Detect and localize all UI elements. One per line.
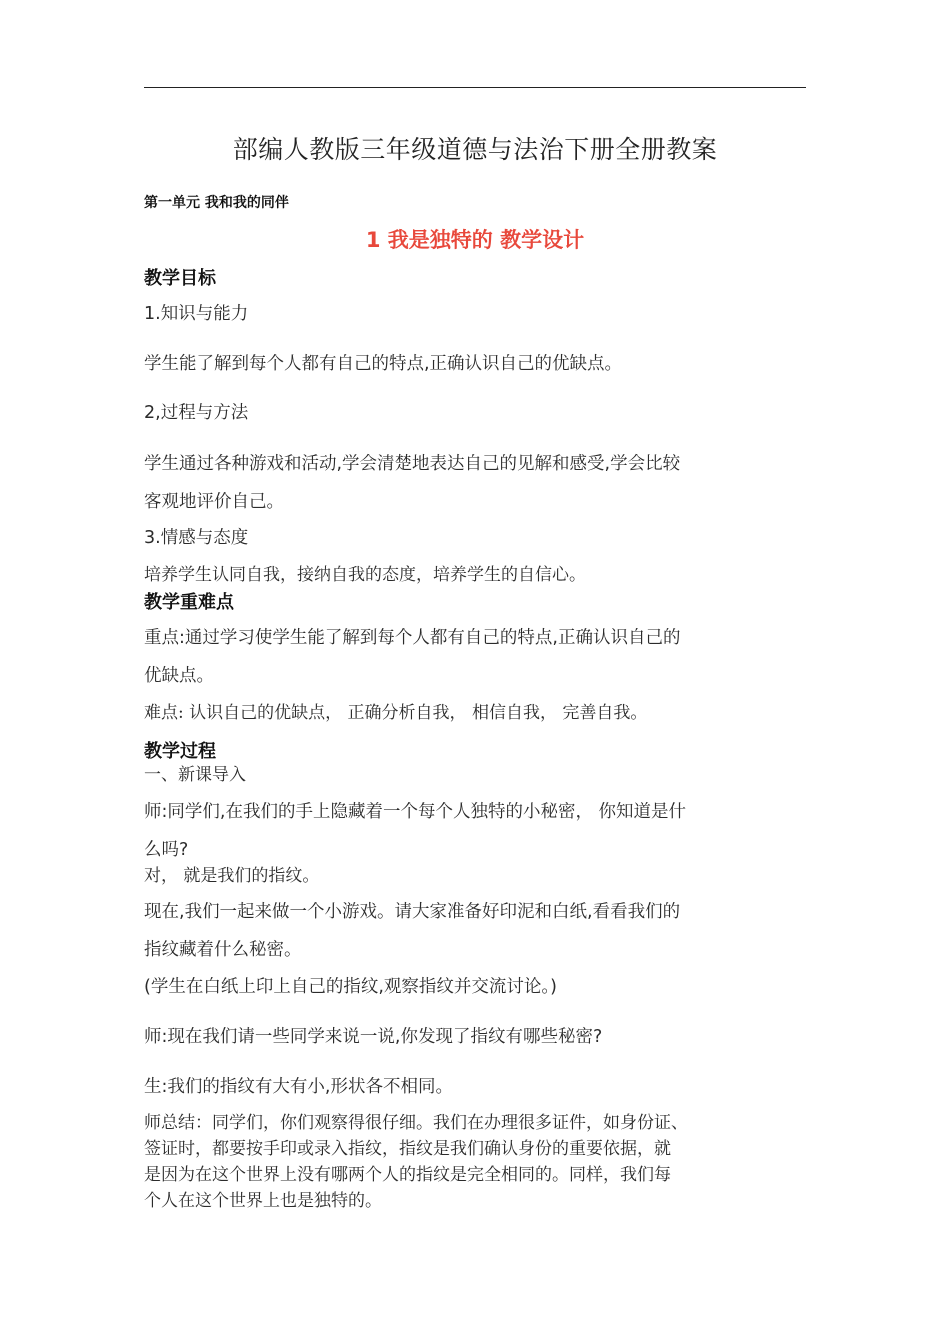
obj1-heading: 1.知识与能力	[144, 304, 249, 324]
section-heading: 一、新课导入	[144, 765, 246, 785]
activity-line1: 现在,我们一起来做一个小游戏。请大家准备好印泥和白纸,看看我们的	[144, 902, 681, 922]
obj2-text-line2: 客观地评价自己。	[144, 492, 284, 512]
summary-line2: 签证时，都要按手印或录入指纹，指纹是我们确认身份的重要依据，就	[144, 1139, 671, 1159]
summary-line4: 个人在这个世界上也是独特的。	[144, 1191, 382, 1211]
objectives-heading: 教学目标	[144, 268, 216, 289]
obj3-heading: 3.情感与态度	[144, 528, 249, 548]
difficulty-text: 难点: 认识自己的优缺点， 正确分析自我， 相信自我， 完善自我。	[144, 703, 648, 723]
keypoint-line1: 重点:通过学习使学生能了解到每个人都有自己的特点,正确认识自己的	[144, 628, 681, 648]
teacher-line1-cont: 么吗?	[144, 840, 189, 860]
obj3-text: 培养学生认同自我，接纳自我的态度，培养学生的自信心。	[144, 565, 586, 585]
student-answer: 生:我们的指纹有大有小,形状各不相同。	[144, 1077, 453, 1097]
process-heading: 教学过程	[144, 741, 216, 762]
teacher-question: 师:现在我们请一些同学来说一说,你发现了指纹有哪些秘密?	[144, 1027, 603, 1047]
keypoints-heading: 教学重难点	[144, 592, 234, 613]
student-activity: (学生在白纸上印上自己的指纹,观察指纹并交流讨论。)	[144, 977, 557, 997]
answer-line: 对， 就是我们的指纹。	[144, 866, 320, 886]
teacher-line1: 师:同学们,在我们的手上隐藏着一个每个人独特的小秘密， 你知道是什	[144, 802, 687, 822]
page-title: 部编人教版三年级道德与法治下册全册教案	[232, 135, 718, 164]
lesson-title: 1 我是独特的 教学设计	[365, 228, 585, 252]
activity-line1-cont: 指纹藏着什么秘密。	[144, 940, 302, 960]
keypoint-line2: 优缺点。	[144, 666, 214, 686]
obj2-text-line1: 学生通过各种游戏和活动,学会清楚地表达自己的见解和感受,学会比较	[144, 454, 681, 474]
header-rule	[144, 87, 806, 88]
summary-line1: 师总结：同学们，你们观察得很仔细。我们在办理很多证件，如身份证、	[144, 1113, 688, 1133]
obj1-text: 学生能了解到每个人都有自己的特点,正确认识自己的优缺点。	[144, 354, 623, 374]
unit-heading: 第一单元 我和我的同伴	[144, 195, 289, 211]
summary-line3: 是因为在这个世界上没有哪两个人的指纹是完全相同的。同样，我们每	[144, 1165, 671, 1185]
obj2-heading: 2,过程与方法	[144, 403, 249, 423]
